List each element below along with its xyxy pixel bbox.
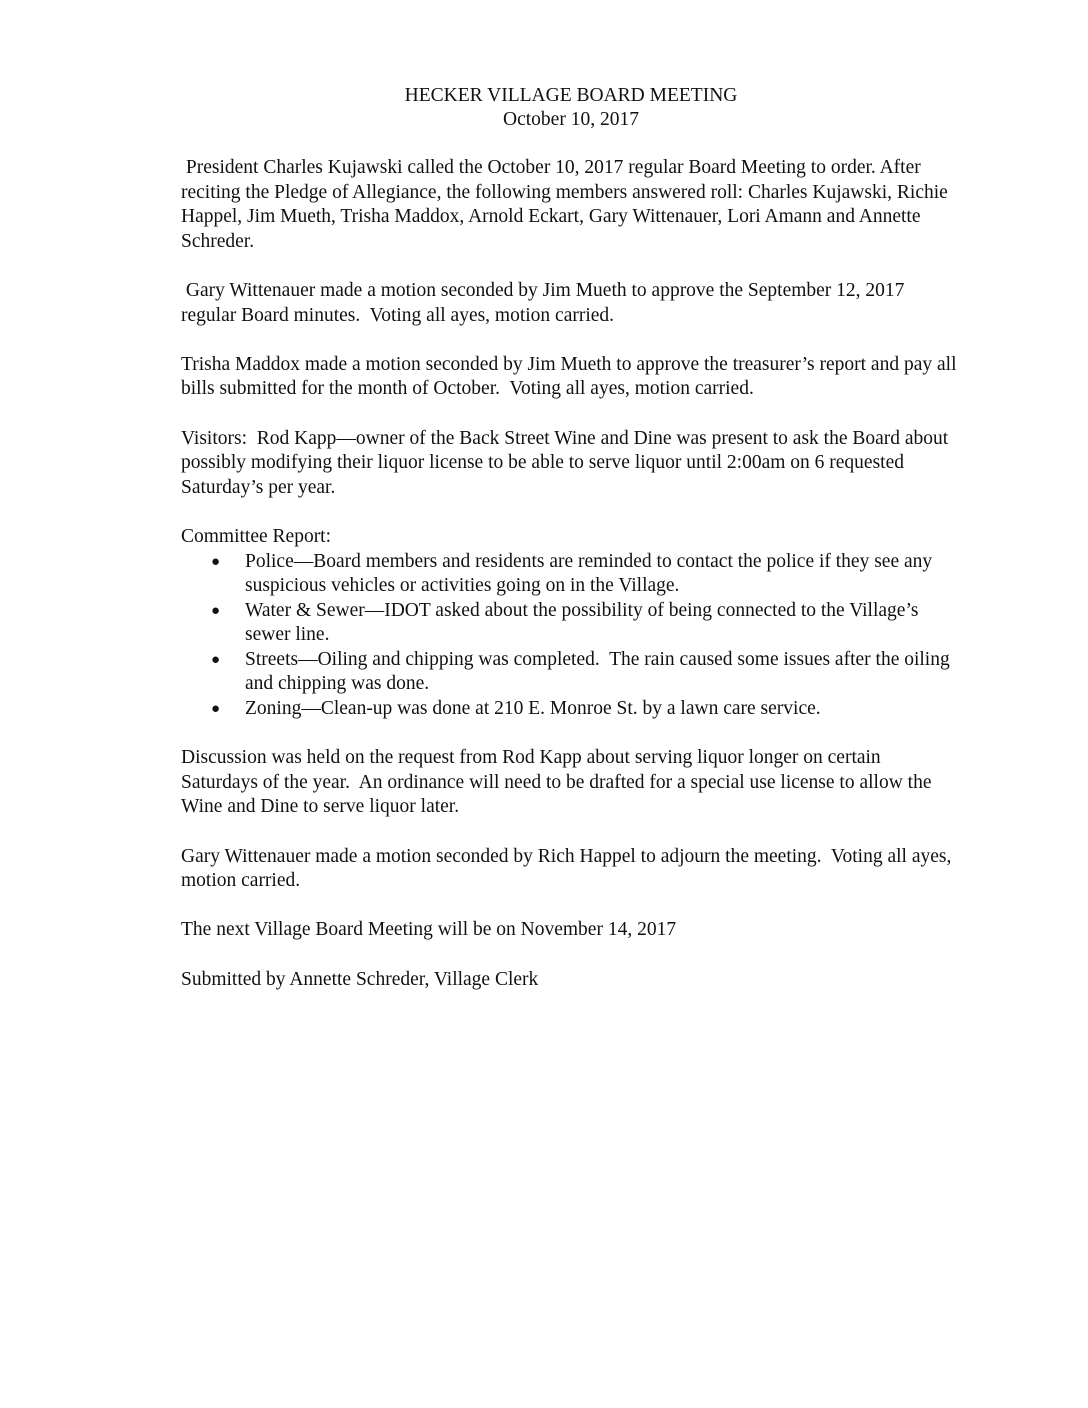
bullet-icon: ● (211, 602, 221, 619)
list-item (211, 599, 961, 648)
treasurer-motion-paragraph: Trisha Maddox made a motion seconded by Jim Mueth to approve the treasurer’s report and pay all bills submitted for the month of October. Voting all ayes, motion carried. (181, 353, 962, 400)
minutes-motion-paragraph: Gary Wittenauer made a motion seconded by Jim Mueth to approve the September 12, 2017 regular Board minutes. Voting all ayes, motion carried. (181, 279, 910, 326)
submitted-by-paragraph: Submitted by Annette Schreder, Village Clerk (181, 968, 539, 990)
next-meeting-paragraph: The next Village Board Meeting will be on November 14, 2017 (181, 919, 677, 941)
discussion-paragraph: Discussion was held on the request from Rod Kapp about serving liquor longer on certain Saturdays of the year. An ordinance will need to be drafted for a special use license to allow the Wine and Dine to serve liquor later. (181, 747, 937, 818)
list-item (211, 648, 961, 697)
document-title: HECKER VILLAGE BOARD MEETING (404, 85, 738, 106)
document-page (181, 84, 961, 1017)
call-to-order-paragraph: President Charles Kujawski called the October 10, 2017 regular Board Meeting to order. After reciting the Pledge of Allegiance, the following members answered roll: Charles Kujawski, Richie Happel, Jim Mueth, Trisha Maddox, Arnold Eckart, Gary Wittenauer, Lori Amann and Annette Schreder. (181, 157, 953, 252)
committee-item-zoning: Zoning—Clean-up was done at 210 E. Monroe St. by a lawn care service. (245, 698, 821, 720)
visitors-paragraph: Visitors: Rod Kapp—owner of the Back Street Wine and Dine was present to ask the Board about possibly modifying their liquor license to be able to serve liquor until 2:00am on 6 requested Saturday’s per year. (181, 427, 954, 498)
meeting-date: October 10, 2017 (503, 109, 639, 130)
committee-report-list (181, 550, 961, 722)
adjourn-motion-paragraph: Gary Wittenauer made a motion seconded by Rich Happel to adjourn the meeting. Voting all ayes, motion carried. (181, 845, 957, 892)
list-item (211, 697, 961, 722)
bullet-icon: ● (211, 701, 221, 718)
bullet-icon: ● (211, 651, 221, 668)
title-block (181, 84, 961, 132)
committee-item-water-sewer: Water & Sewer—IDOT asked about the possibility of being connected to the Village’s sewer line. (245, 599, 924, 646)
committee-item-streets: Streets—Oiling and chipping was completed. The rain caused some issues after the oiling and chipping was done. (245, 648, 955, 695)
committee-item-police: Police—Board members and residents are reminded to contact the police if they see any suspicious vehicles or activities going on in the Village. (245, 550, 938, 597)
bullet-icon: ● (211, 553, 221, 570)
list-item (211, 550, 961, 599)
committee-report-heading: Committee Report: (181, 525, 332, 547)
